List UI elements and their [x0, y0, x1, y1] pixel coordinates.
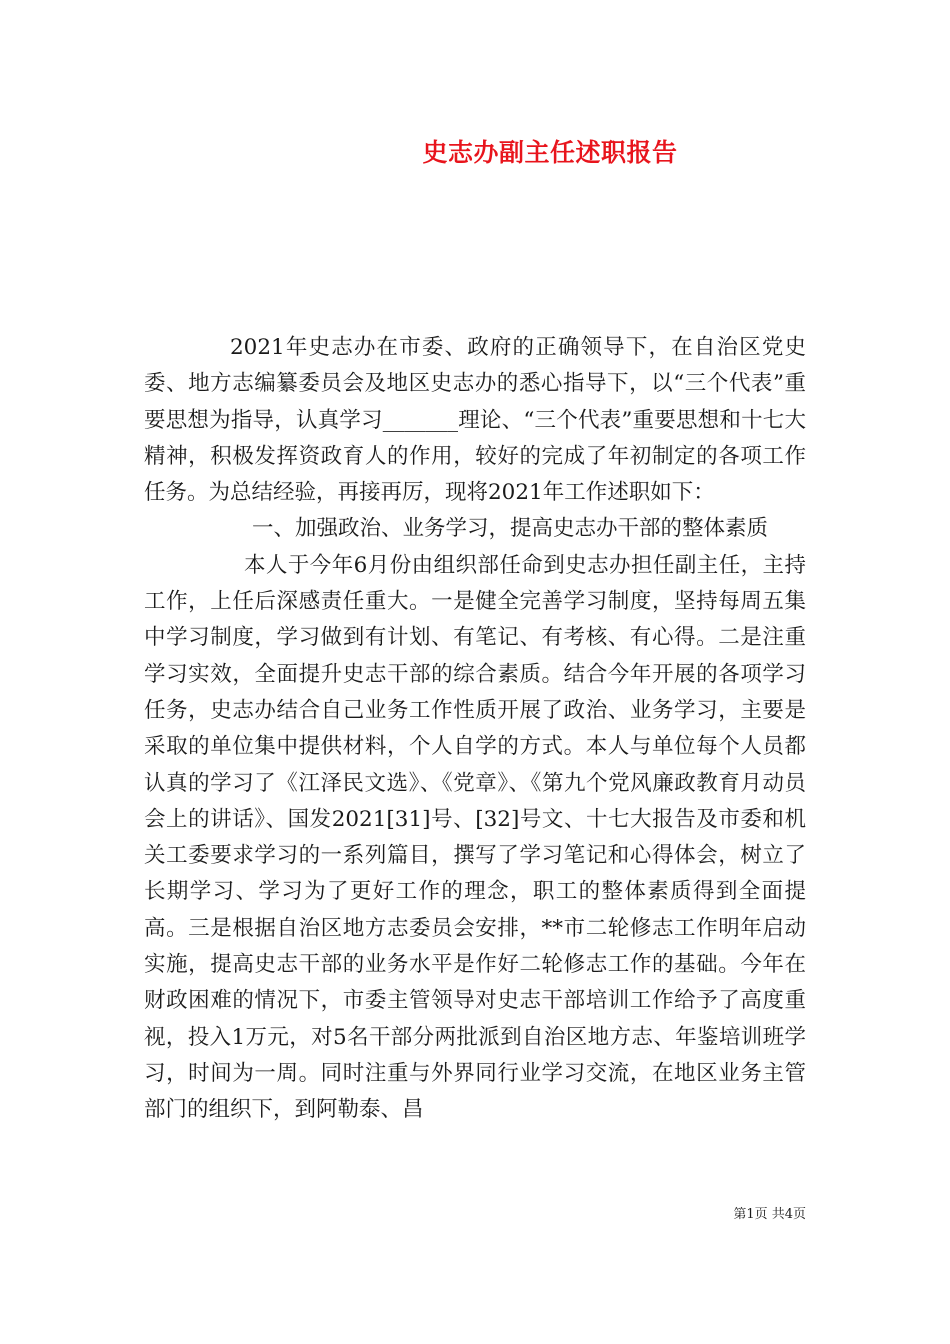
intro-paragraph: 2021年史志办在市委、政府的正确领导下，在自治区党史委、地方志编纂委员会及地区史志办的悉心指导下，以“三个代表”重要思想为指导，认真学习_______理论、“三个代表”重要思想和十七大精神，积极发挥资政育人的作用，较好的完成了年初制定的各项工作任务。为总结经验，再接再厉，现将2021年工作述职如下： — [144, 335, 806, 506]
page-number-footer: 第1页 共4页 — [733, 1207, 806, 1222]
section-1-paragraph: 本人于今年6月份由组织部任命到史志办担任副主任，主持工作，上任后深感责任重大。一是健全完善学习制度，坚持每周五集中学习制度，学习做到有计划、有笔记、有考核、有心得。二是注重学习实效，全面提升史志干部的综合素质。结合今年开展的各项学习任务，史志办结合自己业务工作性质开展了政治、业务学习，主要是采取的单位集中提供材料，个人自学的方式。本人与单位每个人员都认真的学习了《江泽民文选》、《党章》、《第九个党风廉政教育月动员会上的讲话》、国发2021[31]号、[32]号文、十七大报告及市委和机关工委要求学习的一系列篇目，撰写了学习笔记和心得体会，树立了长期学习、学习为了更好工作的理念，职工的整体素质得到全面提高。三是根据自治区地方志委员会安排，**市二轮修志工作明年启动实施，提高史志干部的业务水平是作好二轮修志工作的基础。今年在财政困难的情况下，市委主管领导对史志干部培训工作给予了高度重视，投入1万元，对5名干部分两批派到自治区地方志、年鉴培训班学习，时间为一周。同时注重与外界同行业学习交流，在地区业务主管部门的组织下，到阿勒泰、昌 — [144, 552, 806, 1123]
document-body — [144, 330, 806, 1129]
document-title: 史志办副主任述职报告 — [422, 138, 678, 167]
section-heading-1: 一、加强政治、业务学习，提高史志办干部的整体素质 — [252, 516, 769, 542]
